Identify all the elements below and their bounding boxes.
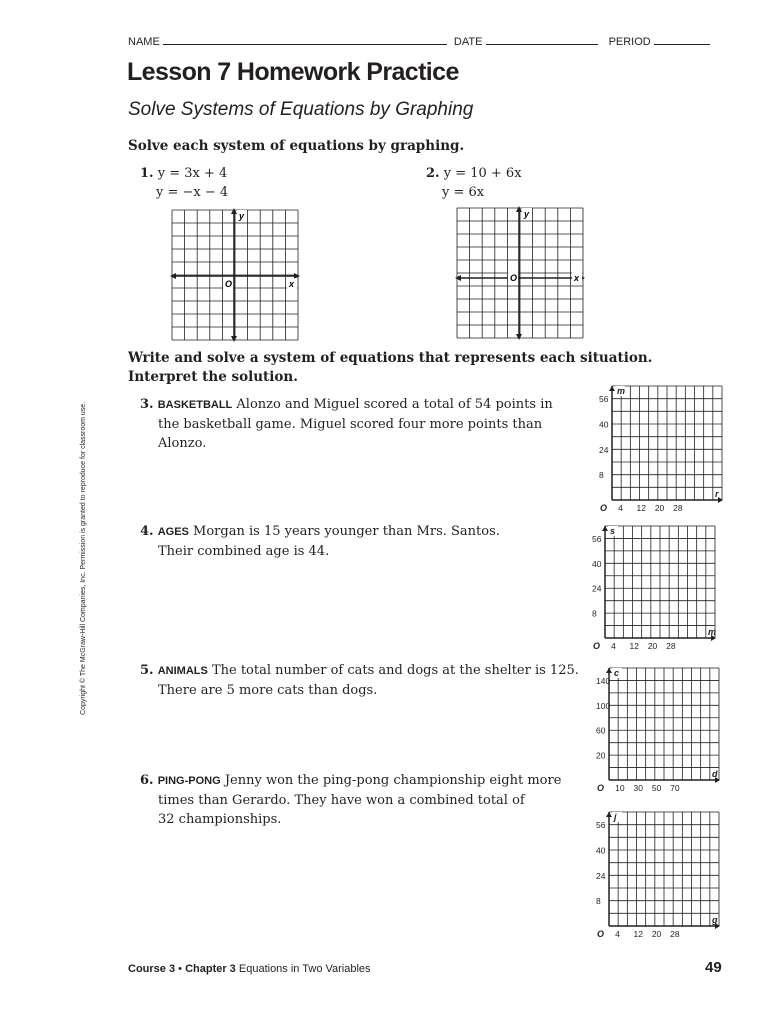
y-tick-label: 40 <box>599 419 609 430</box>
problem-text-line: Their combined age is 44. <box>158 544 330 559</box>
section2-instruction <box>128 349 652 387</box>
copyright-notice: Copyright © The McGraw-Hill Companies, Inc. Permission is granted to reproduce for classroom use. <box>80 401 87 715</box>
graph-ping-pong[interactable] <box>595 810 721 940</box>
y-tick-label: 20 <box>596 750 606 761</box>
period-blank[interactable] <box>654 34 710 45</box>
coordinate-grid-1[interactable] <box>170 208 300 342</box>
x-tick-label: 30 <box>633 783 643 793</box>
origin-label: O <box>600 503 608 513</box>
y-axis-label: y <box>239 211 245 221</box>
x-tick-label: 70 <box>670 783 680 793</box>
y-variable-label: s <box>610 526 616 536</box>
page-footer <box>128 963 371 975</box>
problem-text-line: Alonzo and Miguel scored a total of 54 points in <box>236 397 553 412</box>
x-tick-label: 28 <box>670 929 680 939</box>
y-variable-label: j <box>614 812 617 822</box>
problem-tag: ANIMALS <box>157 665 208 677</box>
x-tick-label: 20 <box>651 929 662 939</box>
x-tick-label: 28 <box>673 503 683 513</box>
x-variable-label: r <box>715 489 719 499</box>
problem-1-equations <box>140 164 228 202</box>
problem-number: 5. <box>140 663 154 678</box>
equation-2: y = 6x <box>442 185 485 200</box>
problem-text-line: The total number of cats and dogs at the shelter is 125. <box>211 663 579 678</box>
date-blank[interactable] <box>486 34 598 45</box>
chapter-title: Equations in Two Variables <box>238 963 371 975</box>
problem-number: 1. <box>140 166 154 181</box>
x-tick-label: 12 <box>633 929 643 939</box>
problem-tag: BASKETBALL <box>157 399 233 411</box>
origin-label: O <box>510 273 518 283</box>
problem-tag: PING-PONG <box>157 775 221 787</box>
instruction-line-1: Write and solve a system of equations that represents each situation. <box>128 350 653 366</box>
grid-lines <box>172 210 298 340</box>
origin-label: O <box>597 783 605 793</box>
section1-instruction: Solve each system of equations by graphing. <box>128 138 465 154</box>
problem-text-line: Morgan is 15 years younger than Mrs. Santos. <box>193 524 500 539</box>
equation-1: y = 3x + 4 <box>157 166 228 181</box>
problem-text-line: Alonzo. <box>158 436 207 451</box>
student-info-header <box>128 34 710 48</box>
y-axis-arrow <box>609 386 615 391</box>
problem-text-line: times than Gerardo. They have won a combined total of <box>158 793 525 808</box>
y-tick-label: 24 <box>592 583 602 594</box>
y-axis-arrow <box>606 668 612 673</box>
graph-basketball[interactable] <box>598 384 724 514</box>
y-tick-label: 56 <box>592 533 602 544</box>
y-tick-label: 8 <box>599 470 604 481</box>
y-tick-label: 56 <box>599 394 609 405</box>
y-tick-label: 140 <box>596 675 611 686</box>
problem-text-line: There are 5 more cats than dogs. <box>158 683 378 698</box>
y-axis-arrow-down <box>516 334 522 340</box>
problem-text-line: the basketball game. Miguel scored four more points than <box>158 417 543 432</box>
grid-lines <box>612 386 722 500</box>
y-axis-arrow-up <box>516 206 522 212</box>
y-axis-arrow <box>602 526 608 531</box>
problem-3 <box>140 395 553 453</box>
page-subtitle: Solve Systems of Equations by Graphing <box>128 99 474 120</box>
x-tick-label: 50 <box>651 783 662 793</box>
x-axis-arrow-left <box>170 273 176 279</box>
problem-number: 3. <box>140 397 154 412</box>
x-axis-label: x <box>574 273 580 283</box>
x-tick-label: 4 <box>611 641 616 651</box>
instruction-line-2: Interpret the solution. <box>128 369 298 385</box>
y-tick-label: 100 <box>596 700 611 711</box>
page-number: 49 <box>705 959 722 976</box>
y-tick-label: 8 <box>596 896 601 907</box>
problem-tag: AGES <box>157 526 189 538</box>
x-tick-label: 4 <box>618 503 623 513</box>
y-variable-label: c <box>614 668 620 678</box>
origin-label: O <box>225 279 233 289</box>
problem-number: 6. <box>140 773 154 788</box>
x-tick-label: 4 <box>615 929 620 939</box>
x-tick-label: 28 <box>666 641 676 651</box>
name-label: NAME <box>128 36 160 48</box>
x-variable-label: m <box>708 627 717 637</box>
origin-label: O <box>593 641 601 651</box>
name-blank[interactable] <box>163 34 447 45</box>
problem-text-line: 32 championships. <box>158 812 282 827</box>
period-label: PERIOD <box>608 36 651 48</box>
y-axis-arrow-up <box>231 208 237 214</box>
x-tick-label: 20 <box>647 641 658 651</box>
x-axis-arrow-left <box>455 275 461 281</box>
x-tick-label: 12 <box>636 503 646 513</box>
graph-ages[interactable] <box>591 524 717 652</box>
x-tick-label: 10 <box>615 783 625 793</box>
problem-5 <box>140 661 579 700</box>
x-variable-label: g <box>712 915 718 925</box>
x-variable-label: d <box>712 769 718 779</box>
equation-2: y = −x − 4 <box>156 185 229 200</box>
y-tick-label: 60 <box>596 725 606 736</box>
y-tick-label: 24 <box>599 444 609 455</box>
problem-6 <box>140 771 561 829</box>
grid-lines <box>457 208 583 338</box>
problem-4 <box>140 522 500 561</box>
grid-lines <box>609 668 719 780</box>
graph-animals[interactable] <box>595 666 721 794</box>
chapter-label: Chapter 3 <box>185 963 236 975</box>
y-tick-label: 56 <box>596 820 606 831</box>
equation-1: y = 10 + 6x <box>443 166 522 181</box>
y-tick-label: 40 <box>592 558 602 569</box>
y-axis-arrow <box>606 812 612 817</box>
y-axis-label: y <box>524 209 530 219</box>
problem-2-equations <box>426 164 522 202</box>
grid-lines <box>609 812 719 926</box>
x-tick-label: 12 <box>629 641 639 651</box>
problem-number: 2. <box>426 166 440 181</box>
date-label: DATE <box>453 36 483 48</box>
y-tick-label: 8 <box>592 608 597 619</box>
page-title: Lesson 7 Homework Practice <box>127 58 459 86</box>
origin-label: O <box>597 929 605 939</box>
coordinate-grid-2[interactable] <box>455 206 585 340</box>
y-tick-label: 40 <box>596 845 606 856</box>
x-tick-label: 20 <box>654 503 665 513</box>
x-axis-label: x <box>289 279 295 289</box>
footer-bullet: • <box>178 963 182 975</box>
grid-lines <box>605 526 715 638</box>
y-tick-label: 24 <box>596 870 606 881</box>
course-label: Course 3 <box>128 963 176 975</box>
y-variable-label: m <box>617 386 626 396</box>
y-axis-arrow-down <box>231 336 237 342</box>
problem-text-line: Jenny won the ping-pong championship eight more <box>224 773 562 788</box>
problem-number: 4. <box>140 524 154 539</box>
